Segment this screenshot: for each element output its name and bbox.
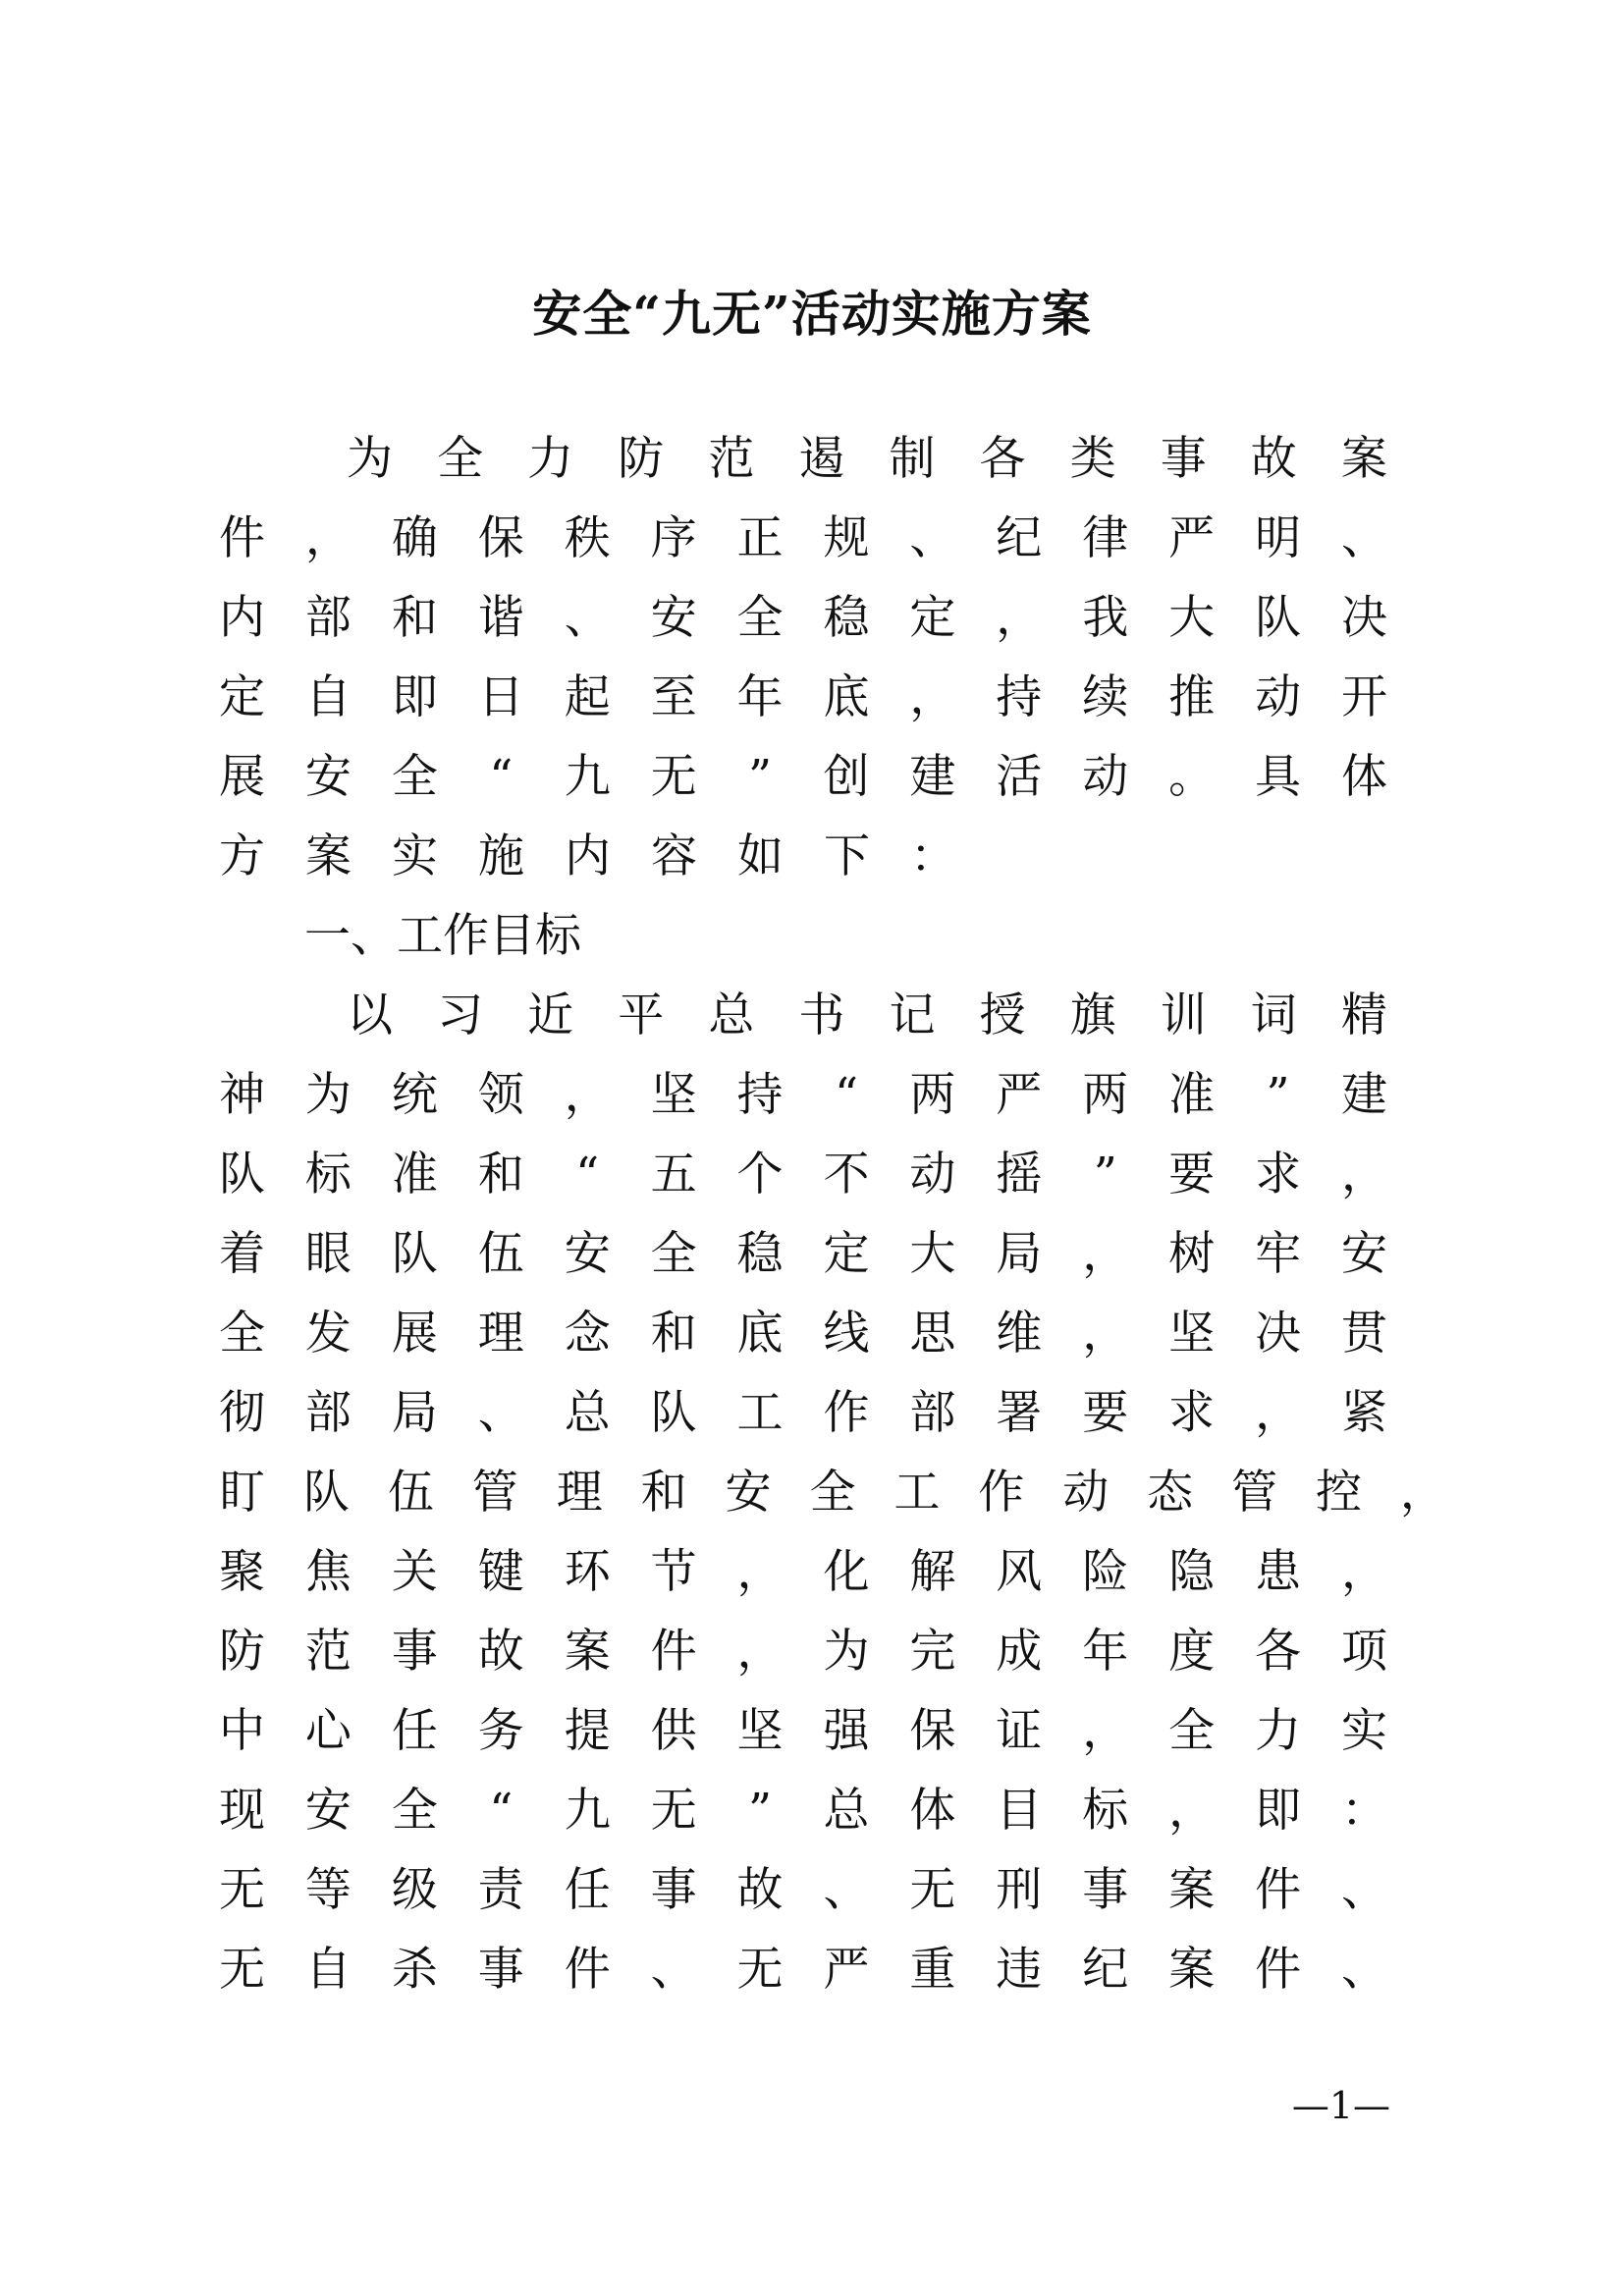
text-char: 范 [304,1625,352,1679]
text-char: 件 [650,1625,697,1679]
text-char: 念 [564,1307,611,1361]
text-char: 完 [909,1625,956,1679]
text-char: 部 [304,591,352,645]
text-line [219,828,1387,886]
text-char: 强 [823,1704,870,1758]
text-char: 无 [736,1943,784,1997]
text-char: 刑 [996,1863,1043,1917]
text-char: 领 [477,1068,524,1122]
text-char: 全 [437,432,484,486]
text-char: 全 [736,591,784,645]
page-number: —1— [1291,2084,1390,2127]
text-char: 坚 [650,1068,697,1122]
text-char: 度 [1168,1625,1216,1679]
text-char: 摇 [996,1148,1043,1201]
text-char: 无 [650,750,697,804]
text-char: 部 [909,1386,956,1440]
text-line [219,748,1387,807]
text-line [219,668,1387,727]
text-char: 任 [391,1704,438,1758]
text-char: 制 [889,432,936,486]
text-line [219,1623,1387,1682]
text-char: 五 [650,1148,697,1201]
text-char: 定 [823,1227,870,1281]
text-char: 律 [1082,511,1129,565]
text-char: ” [748,750,773,804]
text-char: 案 [1168,1943,1216,1997]
text-char: 盯 [219,1466,265,1520]
text-char: “ [489,1784,514,1838]
text-char: 安 [725,1466,772,1520]
text-char: 谐 [477,591,524,645]
text-char: 案 [1168,1863,1216,1917]
text-char: 全 [391,750,438,804]
text-char: 保 [477,511,524,565]
text-char: 准 [391,1148,438,1201]
text-char: 化 [823,1545,870,1599]
text-char: 局 [996,1227,1043,1281]
text-char: 确 [391,511,438,565]
text-char: 和 [650,1307,697,1361]
text-char: 和 [391,591,438,645]
text-char: 年 [1082,1625,1129,1679]
text-char: ” [1093,1148,1117,1201]
text-char: 、 [564,591,611,645]
text-char: 统 [391,1068,438,1122]
text-line [219,1146,1387,1204]
text-char: 求 [1255,1148,1302,1201]
text-char: 伍 [387,1466,434,1520]
text-char: 各 [1255,1625,1302,1679]
text-char: 级 [391,1863,438,1917]
text-char: 力 [1255,1704,1302,1758]
text-char: 聚 [219,1545,265,1599]
text-char: ” [1266,1068,1290,1122]
text-line [347,430,1387,489]
text-char: 务 [477,1704,524,1758]
text-char: 责 [477,1863,524,1917]
text-line [219,1543,1387,1602]
text-char: 态 [1147,1466,1194,1520]
text-char: 两 [1082,1068,1129,1122]
text-char: 安 [304,750,352,804]
text-char: 日 [477,670,524,724]
text-char: ， [564,1068,611,1122]
text-char: 伍 [477,1227,524,1281]
text-char: 序 [650,511,697,565]
text-char: 案 [564,1625,611,1679]
text-char: 等 [304,1863,352,1917]
text-char: 事 [1160,432,1207,486]
text-line [347,987,1387,1045]
text-char: 局 [391,1386,438,1440]
text-char: ， [304,511,352,565]
section-heading: 一、工作目标 [304,909,581,963]
text-char: 控 [1315,1466,1362,1520]
text-char: 件 [1255,1863,1302,1917]
text-char: 词 [1250,988,1297,1042]
text-char: ， [736,1625,784,1679]
text-char: 遏 [798,432,845,486]
text-char: 内 [219,591,265,645]
text-line [219,1702,1387,1761]
text-char: 节 [650,1545,697,1599]
text-char: 底 [823,670,870,724]
text-char: 工 [893,1466,941,1520]
text-char: 件 [219,511,265,565]
text-char: 患 [1255,1545,1302,1599]
text-char: ， [1082,1704,1129,1758]
text-char: 两 [909,1068,956,1122]
text-char: 展 [391,1307,438,1361]
text-char: 故 [1250,432,1297,486]
text-char: 违 [996,1943,1043,1997]
text-char: 队 [1255,591,1302,645]
text-char: 施 [478,829,524,883]
text-char: 工 [736,1386,784,1440]
text-char: 作 [978,1466,1025,1520]
text-char: 以 [347,988,393,1042]
text-char: 安 [304,1784,352,1838]
text-char: 即 [391,670,438,724]
text-line [219,1464,1446,1522]
text-char: 队 [219,1148,265,1201]
text-char: 任 [564,1863,611,1917]
text-char: 底 [736,1307,784,1361]
text-char: 实 [392,829,438,883]
text-char: 稳 [736,1227,784,1281]
text-char: ： [1340,1784,1387,1838]
text-char: 即 [1255,1784,1302,1838]
text-char: 求 [1168,1386,1216,1440]
text-char: 理 [477,1307,524,1361]
text-char: 范 [708,432,755,486]
text-char: 键 [477,1545,524,1599]
text-char: 线 [823,1307,870,1361]
text-char: 风 [996,1545,1043,1599]
text-char: 我 [1082,591,1129,645]
text-char: 体 [909,1784,956,1838]
text-char: 记 [889,988,936,1042]
text-char: 心 [304,1704,352,1758]
text-char: 要 [1168,1148,1216,1201]
text-char: 定 [909,591,956,645]
text-char: 至 [650,670,697,724]
text-char: 容 [651,829,697,883]
text-char: 严 [1168,511,1216,565]
text-char: 方 [219,829,265,883]
text-char: 。 [1168,750,1216,804]
text-char: 险 [1082,1545,1129,1599]
text-char: 精 [1340,988,1387,1042]
text-line [219,1861,1387,1920]
text-char: 重 [909,1943,956,1997]
text-char: 近 [527,988,574,1042]
text-char: 为 [823,1625,870,1679]
text-char: 保 [909,1704,956,1758]
text-char: 为 [347,432,393,486]
text-char: 九 [564,1784,611,1838]
text-char: 防 [618,432,665,486]
text-char: 关 [391,1545,438,1599]
text-char: ， [1168,1784,1216,1838]
text-char: 安 [564,1227,611,1281]
text-char: 年 [736,670,784,724]
text-char: 自 [304,670,352,724]
text-char: 件 [564,1943,611,1997]
text-char: “ [489,750,514,804]
text-char: 明 [1255,511,1302,565]
text-line [219,589,1387,648]
text-char: ， [1340,1148,1387,1201]
text-char: ， [1082,1227,1129,1281]
text-line [219,509,1387,568]
text-char: 管 [1231,1466,1278,1520]
text-char: 纪 [1082,1943,1129,1997]
text-char: 成 [996,1625,1043,1679]
text-char: ， [736,1545,784,1599]
text-char: 队 [302,1466,350,1520]
text-char: 训 [1160,988,1207,1042]
text-char: 开 [1340,670,1387,724]
text-line [219,1782,1387,1841]
text-char: 各 [979,432,1026,486]
text-char: 授 [979,988,1026,1042]
text-char: 案 [1340,432,1387,486]
text-char: 定 [219,670,265,724]
text-char: 事 [650,1863,697,1917]
text-char: 秩 [564,511,611,565]
text-char: 严 [996,1068,1043,1122]
text-char: 、 [1340,511,1387,565]
text-char: 神 [219,1068,265,1122]
text-char: 大 [1168,591,1216,645]
text-char: 动 [1062,1466,1110,1520]
text-char: 下 [824,829,870,883]
text-char: 标 [304,1148,352,1201]
text-char: 事 [477,1943,524,1997]
text-char: 稳 [823,591,870,645]
text-char: 紧 [1340,1386,1387,1440]
text-char: 正 [736,511,784,565]
text-char: 准 [1168,1068,1216,1122]
text-char: “ [575,1148,600,1201]
text-char: 事 [1082,1863,1129,1917]
text-char: 供 [650,1704,697,1758]
text-char: ” [748,1784,773,1838]
text-char: 不 [823,1148,870,1201]
text-char: 坚 [1168,1307,1216,1361]
text-char: ， [996,591,1043,645]
text-char: 力 [527,432,574,486]
text-char: 纪 [996,511,1043,565]
text-char: 旗 [1069,988,1116,1042]
text-char: 如 [737,829,784,883]
text-char: 类 [1069,432,1116,486]
text-char: 书 [798,988,845,1042]
text-char: 决 [1340,591,1387,645]
text-char: 续 [1082,670,1129,724]
text-char: 总 [564,1386,611,1440]
text-char: 体 [1340,750,1387,804]
text-char: 内 [565,829,611,883]
text-char: 环 [564,1545,611,1599]
text-char: 实 [1340,1704,1387,1758]
text-char: 、 [1340,1943,1387,1997]
text-char: ， [1255,1386,1302,1440]
text-char: 建 [1340,1068,1387,1122]
text-char: 持 [736,1068,784,1122]
text-char: 建 [909,750,956,804]
text-char: 全 [650,1227,697,1281]
text-char: “ [834,1068,858,1122]
text-char: 动 [1255,670,1302,724]
text-char: 标 [1082,1784,1129,1838]
text-char: 推 [1168,670,1216,724]
text-char: 案 [305,829,352,883]
text-char: 无 [909,1863,956,1917]
text-char: 、 [823,1863,870,1917]
text-char: 具 [1255,750,1302,804]
text-line [219,1066,1387,1125]
text-char: 解 [909,1545,956,1599]
text-char: 活 [996,750,1043,804]
text-char: 项 [1340,1625,1387,1679]
text-char: 起 [564,670,611,724]
text-line [219,1225,1387,1284]
text-char: 动 [909,1148,956,1201]
text-char: 要 [1082,1386,1129,1440]
text-char: 总 [708,988,755,1042]
text-char: 全 [1168,1704,1216,1758]
text-char: 持 [996,670,1043,724]
text-line [219,1384,1387,1443]
text-char: 提 [564,1704,611,1758]
text-char: 平 [618,988,665,1042]
text-char: ， [1340,1545,1387,1599]
text-char: 规 [823,511,870,565]
text-char: 无 [650,1784,697,1838]
text-char: 大 [909,1227,956,1281]
text-char: 理 [556,1466,603,1520]
text-char: 现 [219,1784,265,1838]
text-char: 发 [304,1307,352,1361]
text-char: 焦 [304,1545,352,1599]
text-char: 故 [477,1625,524,1679]
text-char: 安 [650,591,697,645]
text-char: 全 [809,1466,856,1520]
text-char: 决 [1255,1307,1302,1361]
text-line [219,1305,1387,1363]
text-char: 九 [564,750,611,804]
text-char: 牢 [1255,1227,1302,1281]
text-char: 着 [219,1227,265,1281]
text-char: 眼 [304,1227,352,1281]
text-char: 和 [640,1466,687,1520]
text-char: 证 [996,1704,1043,1758]
text-char: ， [1399,1466,1446,1520]
text-char: 树 [1168,1227,1216,1281]
text-char: 创 [823,750,870,804]
text-char: 思 [909,1307,956,1361]
text-char: 故 [736,1863,784,1917]
text-line [219,1941,1387,2000]
text-char: 隐 [1168,1545,1216,1599]
text-char: 部 [304,1386,352,1440]
text-char: 队 [650,1386,697,1440]
text-char: 动 [1082,750,1129,804]
text-char: 管 [471,1466,518,1520]
text-char: 件 [1255,1943,1302,1997]
text-char: 安 [1340,1227,1387,1281]
text-char: 防 [219,1625,265,1679]
text-char: 和 [477,1148,524,1201]
text-char: 坚 [736,1704,784,1758]
text-char: 总 [823,1784,870,1838]
text-char: 全 [219,1307,265,1361]
text-char: ， [909,670,956,724]
text-char: 自 [304,1943,352,1997]
text-char: 队 [391,1227,438,1281]
text-char: 、 [1340,1863,1387,1917]
text-char: 全 [391,1784,438,1838]
text-char: 目 [996,1784,1043,1838]
text-char: 无 [219,1863,265,1917]
text-char: 署 [996,1386,1043,1440]
text-char: 杀 [391,1943,438,1997]
text-char: ： [910,829,956,883]
text-char: 为 [304,1068,352,1122]
text-char: 展 [219,750,265,804]
text-char: 维 [996,1307,1043,1361]
text-char: 作 [823,1386,870,1440]
text-char: 习 [437,988,484,1042]
text-char: 、 [477,1386,524,1440]
text-char: 个 [736,1148,784,1201]
text-char: ， [1082,1307,1129,1361]
text-char: 、 [909,511,956,565]
text-char: 贯 [1340,1307,1387,1361]
text-char: 无 [219,1943,265,1997]
text-char: 严 [823,1943,870,1997]
text-char: 、 [650,1943,697,1997]
text-char: 事 [391,1625,438,1679]
text-char: 中 [219,1704,265,1758]
text-char: 彻 [219,1386,265,1440]
document-title: 安全“九无”活动实施方案 [532,285,1092,343]
